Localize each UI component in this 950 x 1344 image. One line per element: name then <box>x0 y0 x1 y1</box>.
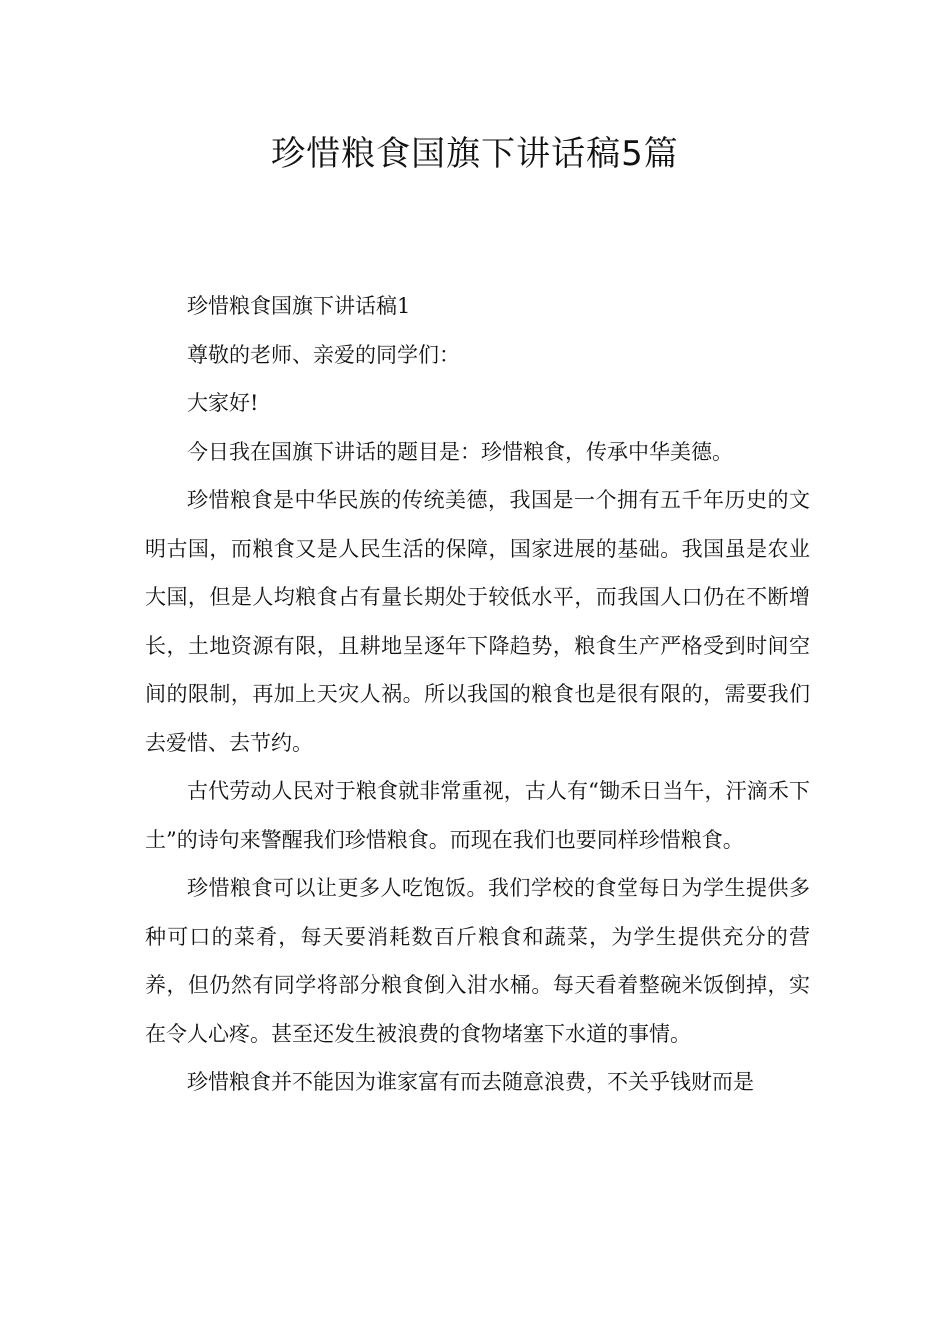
document-body <box>145 282 810 1107</box>
section-heading: 珍惜粮食国旗下讲话稿1 <box>187 294 411 318</box>
topic-paragraph: 今日我在国旗下讲话的题目是：珍惜粮食，传承中华美德。 <box>187 439 733 464</box>
body-paragraph: 珍惜粮食是中华民族的传统美德，我国是一个拥有五千年历史的文明古国，而粮食又是人民生活的保障，国家进展的基础。我国虽是农业大国，但是人均粮食占有量长期处于较低水平，而我国人口仍在不断增长，土地资源有限，且耕地呈逐年下降趋势，粮食生产严格受到时间空间的限制，再加上天灾人祸。所以我国的粮食也是很有限的，需要我们去爱惜、去节约。 <box>145 488 810 755</box>
greeting: 大家好! <box>187 391 259 415</box>
body-paragraph: 古代劳动人民对于粮食就非常重视，古人有“锄禾日当午，汗滴禾下土”的诗句来警醒我们珍惜粮食。而现在我们也要同样珍惜粮食。 <box>145 779 810 852</box>
salutation: 尊敬的老师、亲爱的同学们： <box>187 342 460 367</box>
body-paragraph: 珍惜粮食可以让更多人吃饱饭。我们学校的食堂每日为学生提供多种可口的菜肴，每天要消耗数百斤粮食和蔬菜，为学生提供充分的营养，但仍然有同学将部分粮食倒入泔水桶。每天看着整碗米饭倒掉，实在令人心疼。甚至还发生被浪费的食物堵塞下水道的事情。 <box>145 876 810 1046</box>
body-paragraph: 珍惜粮食并不能因为谁家富有而去随意浪费，不关乎钱财而是 <box>187 1070 754 1094</box>
document-title: 珍惜粮食国旗下讲话稿5篇 <box>271 134 679 174</box>
